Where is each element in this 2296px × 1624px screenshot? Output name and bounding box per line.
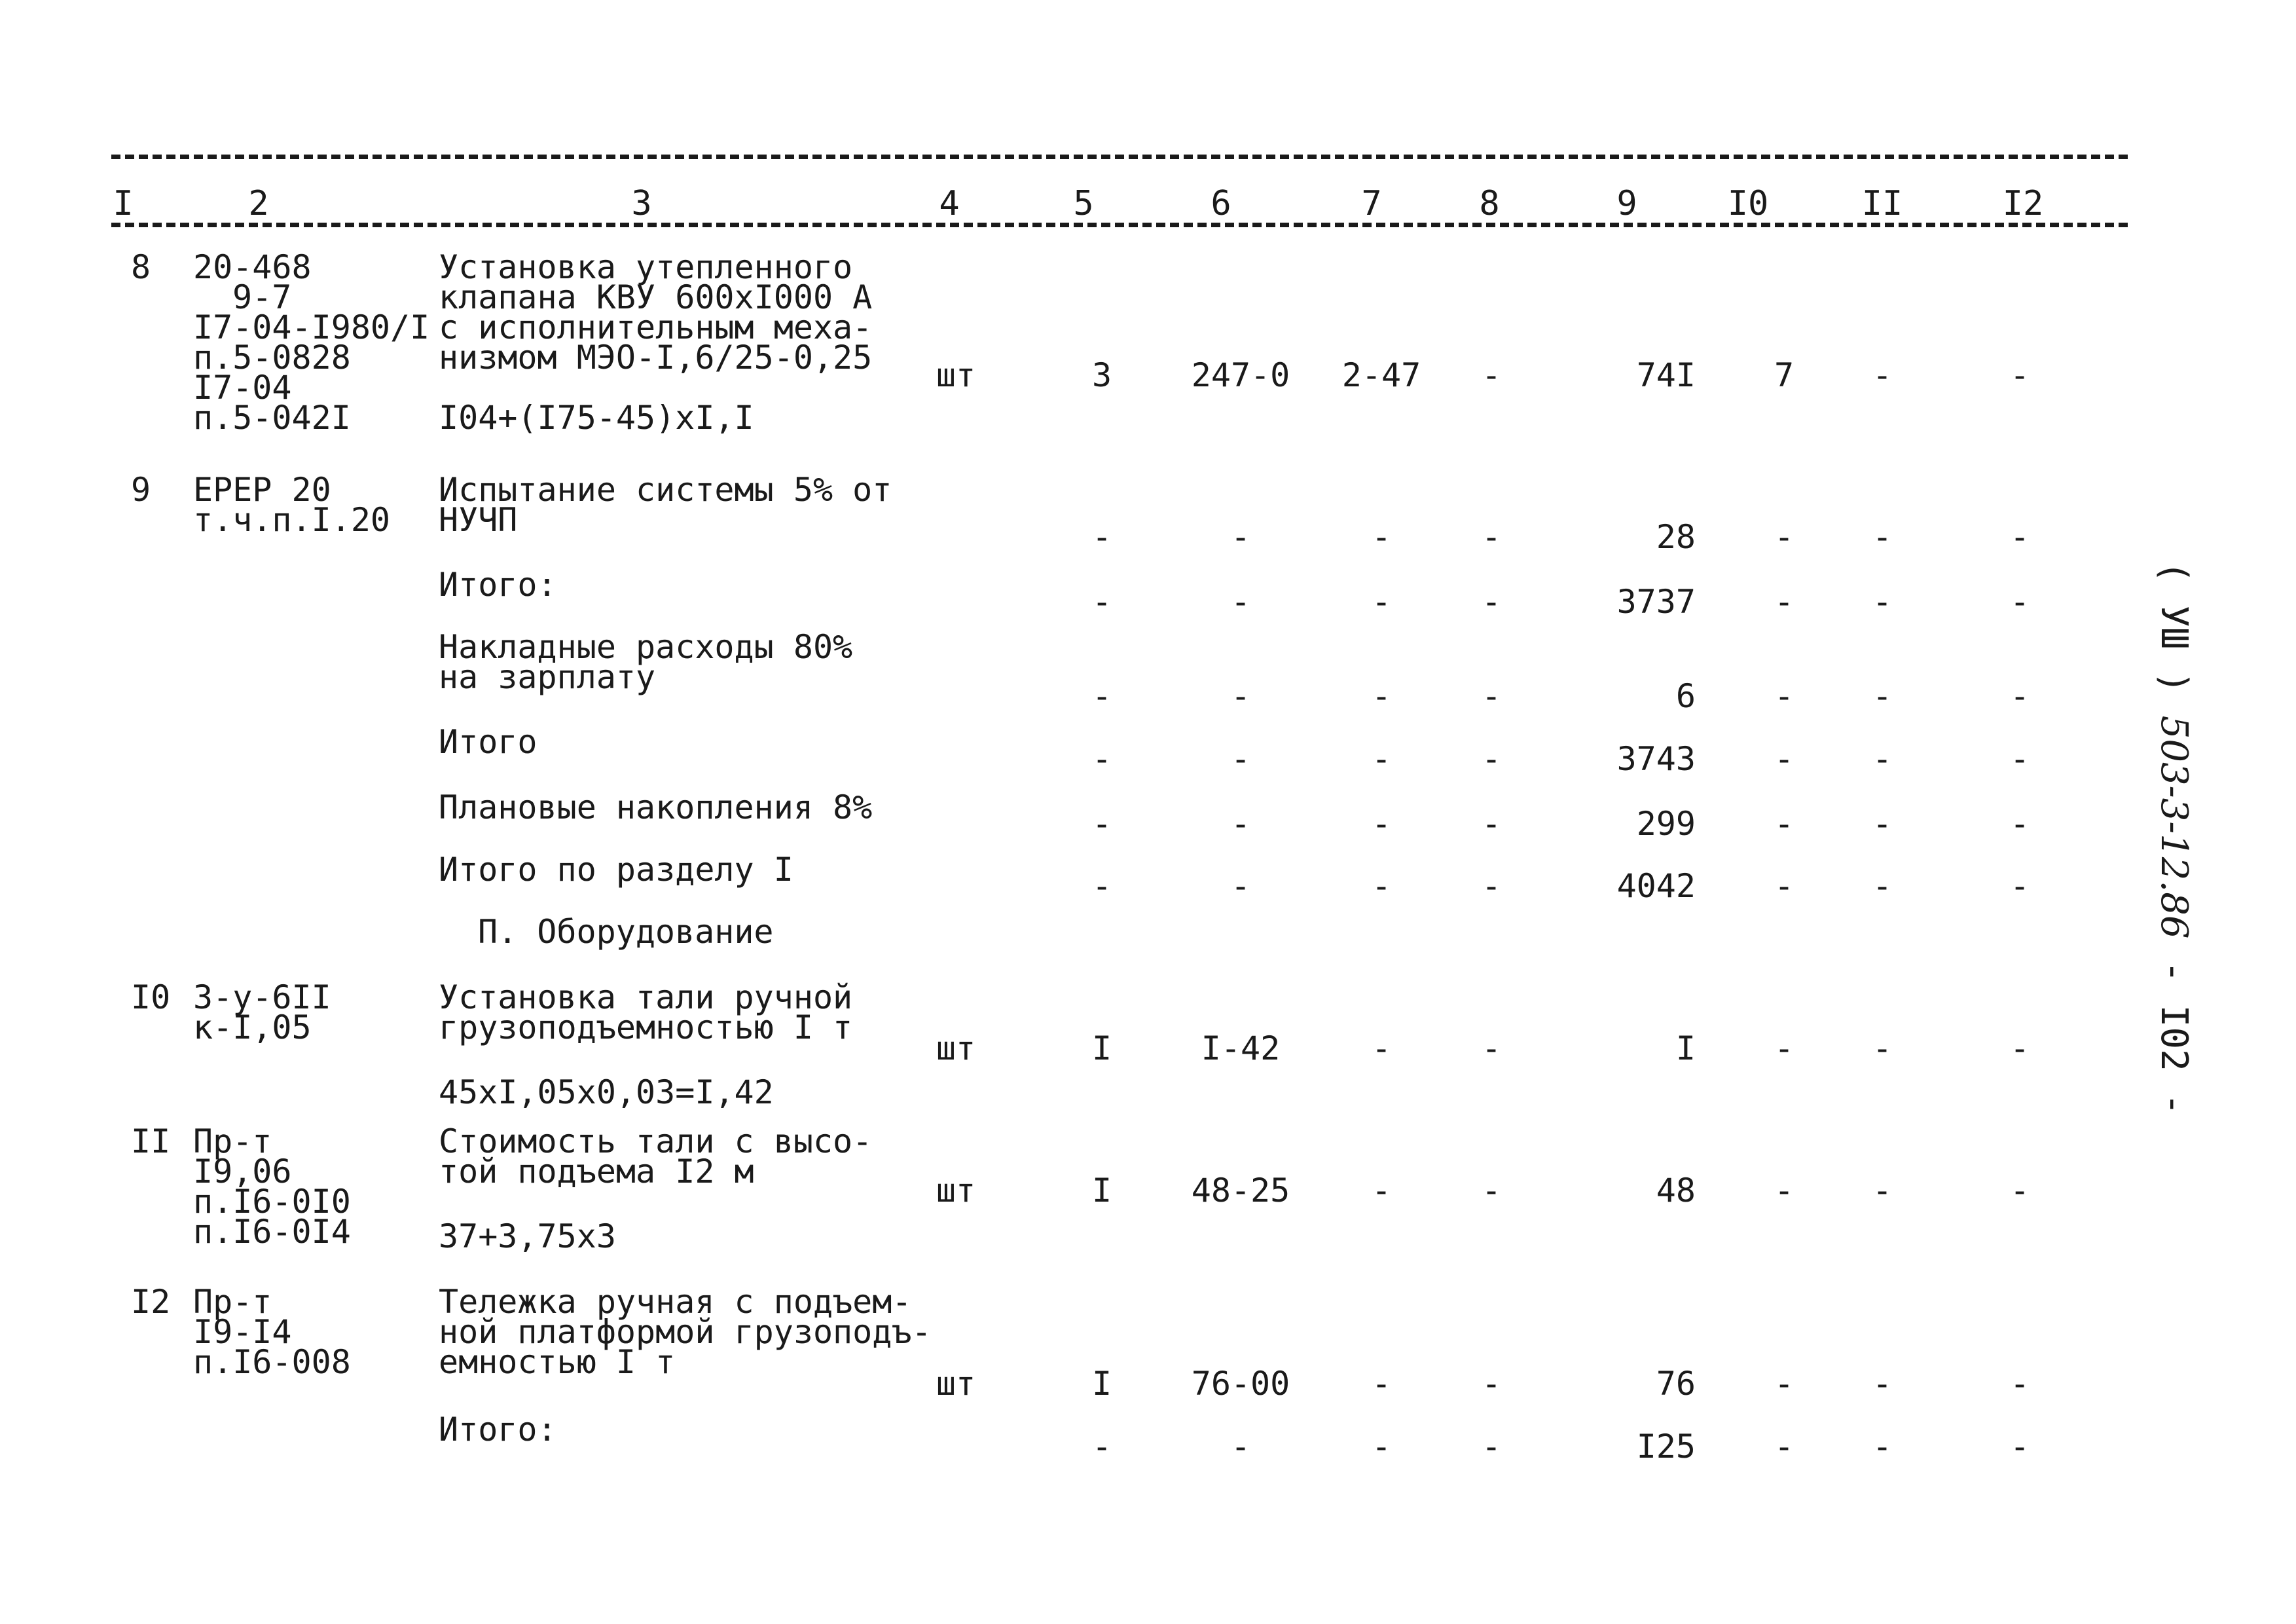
row-code-line: к-I,05 xyxy=(193,1008,312,1046)
row-number: I2 xyxy=(131,1283,171,1321)
cell-qty: I xyxy=(1091,1172,1112,1209)
cell-price: - xyxy=(1230,677,1251,715)
cell-unit: шт xyxy=(936,1365,976,1403)
cell-total: 3743 xyxy=(1616,740,1696,778)
row-code-line: п.I6-0I4 xyxy=(193,1213,351,1251)
row-description-line: низмом МЭО-I,6/25-0,25 xyxy=(439,339,873,377)
cell-c7: - xyxy=(1371,1172,1392,1209)
cell-c11: - xyxy=(1872,867,1893,905)
row-calculation: I04+(I75-45)xI,I xyxy=(439,399,754,437)
cell-c10: - xyxy=(1774,1029,1795,1067)
row-code-line: I7-04 xyxy=(193,369,292,407)
cell-c10: - xyxy=(1774,677,1795,715)
header-col-11: II xyxy=(1861,184,1903,223)
cell-c8: - xyxy=(1481,1428,1502,1466)
row-code-line: 9-7 xyxy=(232,278,292,316)
row-description-line: Стоимость тали с высо- xyxy=(439,1122,873,1160)
row-code-line: 20-468 xyxy=(193,248,312,286)
cell-c8: - xyxy=(1481,867,1502,905)
cell-c12: - xyxy=(2009,805,2030,843)
header-col-1: I xyxy=(113,184,134,223)
header-col-3: 3 xyxy=(631,184,652,223)
header-rule xyxy=(111,223,2128,227)
cell-c11: - xyxy=(1872,518,1893,556)
cell-total: 299 xyxy=(1636,805,1696,843)
cell-c8: - xyxy=(1481,805,1502,843)
cell-c8: - xyxy=(1481,583,1502,621)
row-code-line: I9,06 xyxy=(193,1153,292,1190)
row-code-line: I7-04-I980/I xyxy=(193,308,430,346)
header-col-8: 8 xyxy=(1479,184,1500,223)
cell-total: I25 xyxy=(1636,1428,1696,1466)
stamp-dash: - xyxy=(2153,961,2195,983)
row-description-line: клапана КВУ 600xI000 А xyxy=(439,278,873,316)
header-col-6: 6 xyxy=(1211,184,1231,223)
header-col-5: 5 xyxy=(1073,184,1094,223)
cell-c7: - xyxy=(1371,1428,1392,1466)
row-description-line: Итого: xyxy=(439,1411,557,1449)
cell-qty: - xyxy=(1091,518,1112,556)
cell-c11: - xyxy=(1872,356,1893,394)
cell-c12: - xyxy=(2009,740,2030,778)
cell-c10: - xyxy=(1774,740,1795,778)
row-description-line: Итого xyxy=(439,723,538,761)
cell-c11: - xyxy=(1872,1172,1893,1209)
cell-price: 247-0 xyxy=(1191,356,1290,394)
row-code-line: 3-у-6II xyxy=(193,978,331,1016)
row-code-line: ЕРЕР 20 xyxy=(193,471,331,509)
row-number: 9 xyxy=(131,471,151,509)
cell-c7: - xyxy=(1371,518,1392,556)
cell-c12: - xyxy=(2009,677,2030,715)
cell-qty: I xyxy=(1091,1029,1112,1067)
cell-total: 74I xyxy=(1636,356,1696,394)
cell-c10: - xyxy=(1774,518,1795,556)
row-description-line: Испытание системы 5% от xyxy=(439,471,892,509)
cell-price: - xyxy=(1230,1428,1251,1466)
row-calculation: 45xI,05x0,03=I,42 xyxy=(439,1073,774,1111)
cell-qty: - xyxy=(1091,805,1112,843)
row-description-line: Итого: xyxy=(439,566,557,604)
cell-total: 4042 xyxy=(1616,867,1696,905)
cell-c10: - xyxy=(1774,805,1795,843)
header-col-9: 9 xyxy=(1616,184,1637,223)
cell-c7: - xyxy=(1371,1365,1392,1403)
cell-total: 76 xyxy=(1656,1365,1696,1403)
cell-price: - xyxy=(1230,583,1251,621)
cell-c8: - xyxy=(1481,1365,1502,1403)
row-code-line: Пр-т xyxy=(193,1283,272,1321)
row-code-line: п.5-042I xyxy=(193,399,351,437)
cell-c8: - xyxy=(1481,356,1502,394)
cell-qty: - xyxy=(1091,677,1112,715)
cell-qty: - xyxy=(1091,867,1112,905)
cell-qty: - xyxy=(1091,1428,1112,1466)
cell-price: - xyxy=(1230,805,1251,843)
cell-qty: - xyxy=(1091,740,1112,778)
cell-price: - xyxy=(1230,518,1251,556)
row-description-line: НУЧП xyxy=(439,501,518,539)
row-description-line: Плановые накопления 8% xyxy=(439,788,873,826)
cell-qty: 3 xyxy=(1091,356,1112,394)
stamp-close: ) xyxy=(2153,671,2195,694)
cell-price: 48-25 xyxy=(1191,1172,1290,1209)
cell-qty: - xyxy=(1091,583,1112,621)
cell-price: - xyxy=(1230,867,1251,905)
cell-qty: I xyxy=(1091,1365,1112,1403)
cell-c8: - xyxy=(1481,1172,1502,1209)
cell-c12: - xyxy=(2009,867,2030,905)
cell-c7: - xyxy=(1371,583,1392,621)
cell-c8: - xyxy=(1481,1029,1502,1067)
row-description-line: ной платформой грузоподъ- xyxy=(439,1313,932,1351)
cell-price: 76-00 xyxy=(1191,1365,1290,1403)
cell-total: 3737 xyxy=(1616,583,1696,621)
cell-price: I-42 xyxy=(1201,1029,1281,1067)
cell-c8: - xyxy=(1481,518,1502,556)
cell-c12: - xyxy=(2009,356,2030,394)
header-col-10: I0 xyxy=(1727,184,1769,223)
cell-c11: - xyxy=(1872,805,1893,843)
cell-c8: - xyxy=(1481,740,1502,778)
cell-c12: - xyxy=(2009,1172,2030,1209)
cell-unit: шт xyxy=(936,1029,976,1067)
row-calculation: 37+3,75x3 xyxy=(439,1217,616,1255)
header-col-4: 4 xyxy=(939,184,960,223)
cell-c12: - xyxy=(2009,518,2030,556)
row-code-line: Пр-т xyxy=(193,1122,272,1160)
row-code-line: п.I6-0I0 xyxy=(193,1183,351,1221)
row-description-line: грузоподъемностью I т xyxy=(439,1008,853,1046)
cell-c12: - xyxy=(2009,1428,2030,1466)
row-description-line: Установка тали ручной xyxy=(439,978,853,1016)
cell-c8: - xyxy=(1481,677,1502,715)
row-description-line: той подъема I2 м xyxy=(439,1153,754,1190)
row-code-line: I9-I4 xyxy=(193,1313,292,1351)
cell-c11: - xyxy=(1872,1029,1893,1067)
cell-c12: - xyxy=(2009,583,2030,621)
cell-c12: - xyxy=(2009,1029,2030,1067)
row-description-line: Накладные расходы 80% xyxy=(439,628,853,666)
row-description-line: Установка утепленного xyxy=(439,248,853,286)
stamp-open: ( xyxy=(2153,561,2195,583)
cell-c7: - xyxy=(1371,805,1392,843)
cell-c7: 2-47 xyxy=(1341,356,1421,394)
cell-c7: - xyxy=(1371,867,1392,905)
cell-c11: - xyxy=(1872,677,1893,715)
top-rule xyxy=(111,155,2128,159)
row-description-line: Тележка ручная с подъем- xyxy=(439,1283,912,1321)
cell-c11: - xyxy=(1872,740,1893,778)
cell-c10: - xyxy=(1774,1365,1795,1403)
cell-total: 6 xyxy=(1675,677,1696,715)
cell-unit: шт xyxy=(936,1172,976,1209)
cell-c12: - xyxy=(2009,1365,2030,1403)
cell-total: 28 xyxy=(1656,518,1696,556)
row-description-line: на зарплату xyxy=(439,658,656,696)
cell-c10: - xyxy=(1774,583,1795,621)
row-number: II xyxy=(131,1122,171,1160)
stamp-handwritten-code: 503-3-12.86 xyxy=(2153,715,2195,939)
cell-c7: - xyxy=(1371,677,1392,715)
header-col-12: I2 xyxy=(2002,184,2044,223)
row-code-line: т.ч.п.I.20 xyxy=(193,501,391,539)
row-description-line: Итого по разделу I xyxy=(439,851,793,889)
cell-c7: - xyxy=(1371,740,1392,778)
cell-c10: - xyxy=(1774,867,1795,905)
row-code-line: п.5-0828 xyxy=(193,339,351,377)
row-number: I0 xyxy=(131,978,171,1016)
side-stamp xyxy=(2147,380,2200,1297)
header-col-2: 2 xyxy=(248,184,269,223)
stamp-roman: УШ xyxy=(2153,605,2195,650)
section-title: П. Оборудование xyxy=(478,913,774,951)
row-code-line: п.I6-008 xyxy=(193,1343,351,1381)
cell-total: I xyxy=(1675,1029,1696,1067)
row-description-line: с исполнительным меха- xyxy=(439,308,873,346)
row-description-line: емностью I т xyxy=(439,1343,676,1381)
stamp-dash-2: - xyxy=(2153,1093,2195,1116)
cell-c10: - xyxy=(1774,1428,1795,1466)
cell-c7: - xyxy=(1371,1029,1392,1067)
cell-total: 48 xyxy=(1656,1172,1696,1209)
cell-c10: - xyxy=(1774,1172,1795,1209)
cell-c11: - xyxy=(1872,1365,1893,1403)
cell-c11: - xyxy=(1872,1428,1893,1466)
cell-price: - xyxy=(1230,740,1251,778)
header-col-7: 7 xyxy=(1361,184,1382,223)
cell-unit: шт xyxy=(936,356,976,394)
stamp-page-number: I02 xyxy=(2153,1005,2195,1071)
cell-c10: 7 xyxy=(1774,356,1795,394)
row-number: 8 xyxy=(131,248,151,286)
cell-c11: - xyxy=(1872,583,1893,621)
